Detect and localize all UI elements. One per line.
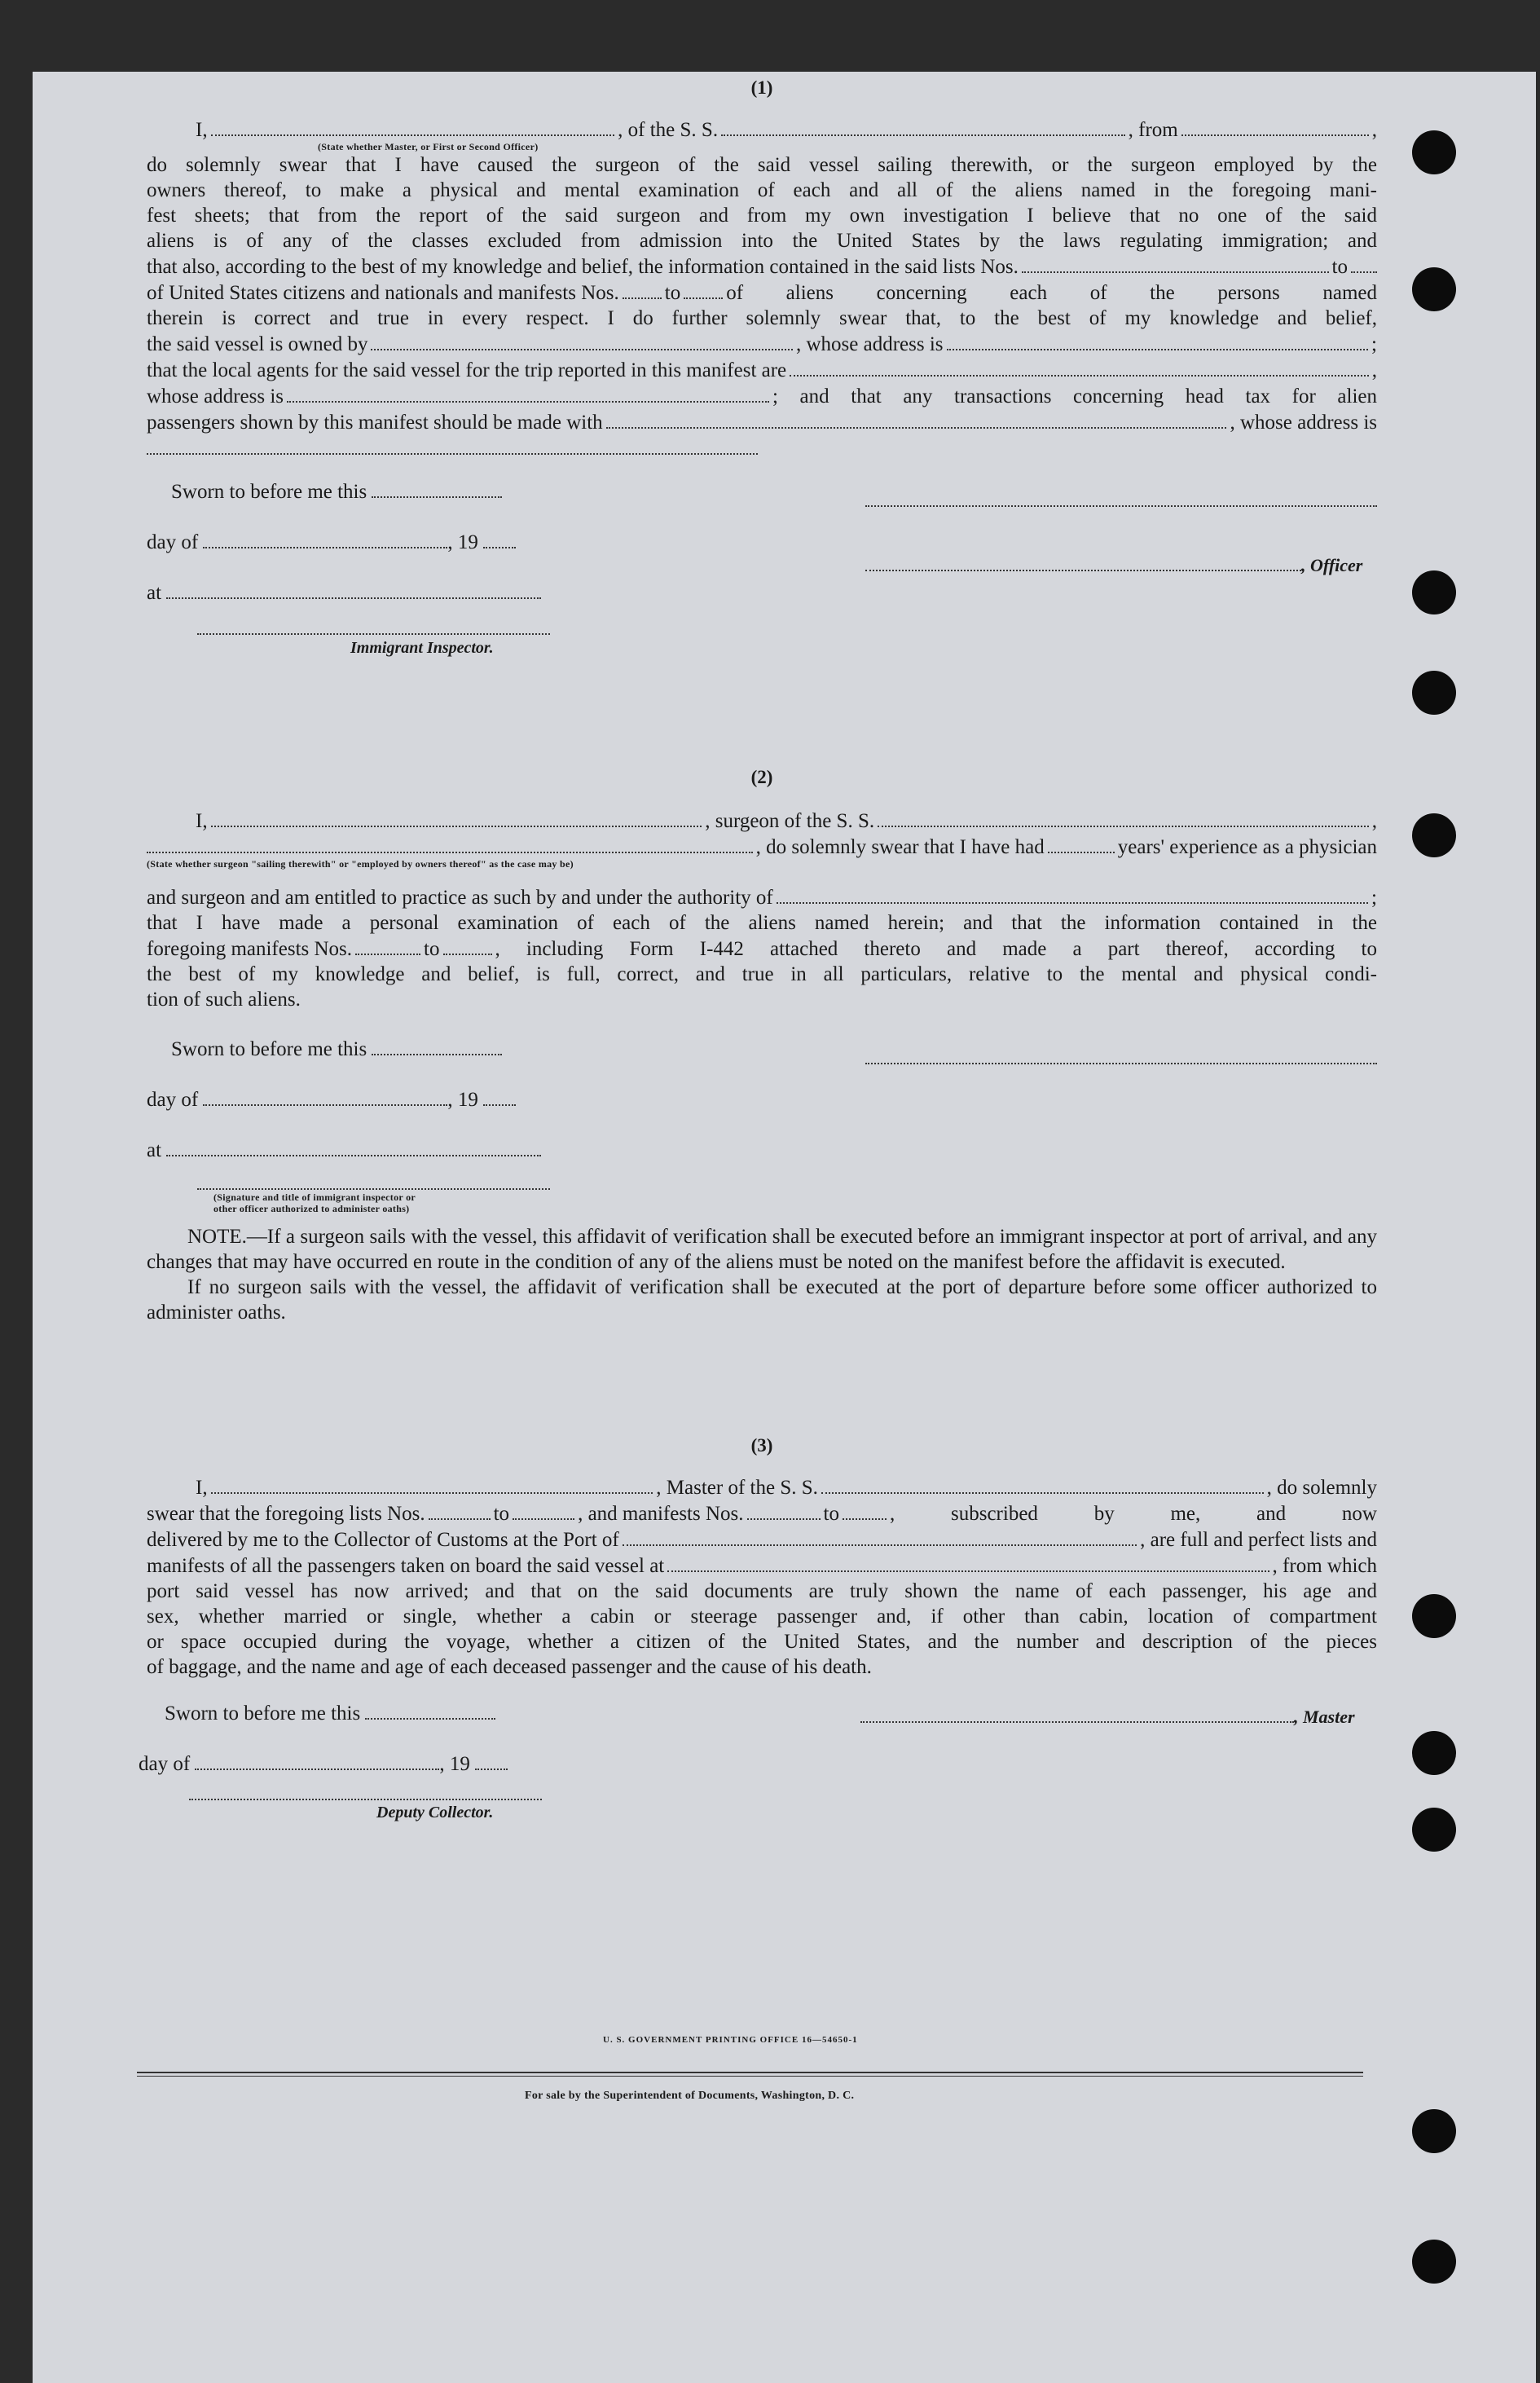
text: the said vessel is owned by [147, 333, 368, 355]
paragraph-line: of baggage, and the name and age of each deceased passenger and the cause of his death. [147, 1656, 872, 1678]
deputy-label: Deputy Collector. [376, 1804, 494, 1821]
punch-hole [1412, 1731, 1456, 1775]
text: I, [196, 810, 208, 832]
sworn-day-field[interactable] [372, 496, 502, 498]
year-label: , 19 [439, 1753, 470, 1775]
section-1 [147, 75, 1377, 699]
punch-hole [1412, 671, 1456, 715]
sworn-day-field[interactable] [365, 1718, 495, 1720]
paragraph-line: port said vessel has now arrived; and that on the said documents are truly shown the name of each passenger, his age and [147, 1580, 1377, 1602]
officer-signature-field[interactable] [865, 487, 1377, 507]
year-field[interactable] [475, 1769, 508, 1770]
punch-hole [1412, 130, 1456, 174]
text: , surgeon of the S. S. [705, 810, 875, 832]
text: , subscribed by me, and now [889, 1503, 1377, 1525]
footer-rule [137, 2076, 1363, 2077]
surgeon-signature-field[interactable] [865, 1045, 1377, 1064]
manifests-to-field[interactable] [843, 1500, 887, 1520]
text: , do solemnly [1266, 1477, 1378, 1499]
embarkation-port-field[interactable] [667, 1553, 1269, 1572]
footer-rule [137, 2072, 1363, 2073]
at-label: at [147, 582, 162, 604]
text: , from [1128, 119, 1178, 141]
lists-from-field[interactable] [429, 1500, 491, 1520]
text: , [1371, 810, 1378, 832]
text: whose address is [147, 385, 284, 407]
sworn-label: Sworn to before me this [171, 1038, 367, 1060]
port-field[interactable] [623, 1526, 1137, 1546]
sworn-label: Sworn to before me this [165, 1702, 361, 1724]
field-hint: (State whether Master, or First or Second Officer) [318, 141, 539, 152]
lists-from-field[interactable] [1022, 253, 1329, 273]
text: swear that the foregoing lists Nos. [147, 1503, 425, 1525]
text: , Master of the S. S. [656, 1477, 818, 1499]
month-field[interactable] [203, 547, 447, 548]
master-label: , Master [1294, 1707, 1355, 1727]
text: years' experience as a physician [1117, 836, 1377, 858]
departure-port-field[interactable] [1181, 117, 1369, 136]
paragraph-line: owners thereof, to make a physical and mental examination of each and all of the aliens named in the foregoing mani- [147, 179, 1377, 201]
paragraph-line: or space occupied during the voyage, whether a citizen of the United States, and the number and description of the pieces [147, 1631, 1377, 1653]
text: of aliens concerning each of the persons named [726, 282, 1377, 304]
paragraph-line: therein is correct and true in every respect. I do further solemnly swear that, to the best of my knowledge and belief, [147, 307, 1377, 329]
day-of-label: day of [147, 1089, 199, 1111]
officer-rank-field[interactable] [211, 117, 615, 136]
text: foregoing manifests Nos. [147, 938, 353, 960]
surgeon-status-field[interactable] [147, 834, 753, 853]
text: ; and that any transactions concerning head tax for alien [772, 385, 1377, 407]
sworn-day-field[interactable] [372, 1054, 502, 1055]
year-label: , 19 [447, 531, 478, 553]
section-number: (2) [750, 767, 773, 787]
text: I, [196, 1477, 208, 1499]
text: , and manifests Nos. [578, 1503, 744, 1525]
text: , whose address is [796, 333, 944, 355]
manifests-from-field[interactable] [747, 1500, 821, 1520]
text: to [424, 938, 440, 960]
form-content [139, 75, 1378, 2102]
text: and surgeon and am entitled to practice as such by and under the authority of [147, 887, 773, 909]
section-2 [147, 764, 1377, 1325]
printing-office-line: U. S. GOVERNMENT PRINTING OFFICE 16—54650-1 [603, 2035, 858, 2045]
punch-hole [1412, 2109, 1456, 2153]
manifests-to-field[interactable] [443, 936, 492, 955]
text: , of the S. S. [618, 119, 719, 141]
text: delivered by me to the Collector of Customs at the Port of [147, 1529, 619, 1551]
punch-hole [1412, 1594, 1456, 1638]
text: to [1331, 256, 1348, 278]
punch-hole [1412, 570, 1456, 614]
deputy-signature-field[interactable] [189, 1787, 542, 1800]
lists-to-field[interactable] [1351, 253, 1377, 273]
lists-to-field[interactable] [513, 1500, 574, 1520]
text: to [823, 1503, 839, 1525]
text: , whose address is [1230, 412, 1377, 434]
field-hint: (State whether surgeon "sailing therewith" or "employed by owners thereof" as the case may be) [147, 858, 574, 870]
punch-hole [1412, 1808, 1456, 1852]
note-paragraph: NOTE.—If a surgeon sails with the vessel, this affidavit of verification shall be executed before an immigrant inspector at port of arrival, and any changes that may have occurred en route in the condition of any of the aliens must be noted on the manifest before the affidavit is executed. [147, 1226, 1377, 1273]
day-of-label: day of [139, 1753, 191, 1775]
manifests-from-field[interactable] [355, 936, 420, 955]
head-tax-address-field[interactable] [147, 435, 758, 455]
section-number: (1) [750, 77, 773, 98]
agents-address-field[interactable] [287, 383, 769, 403]
surgeon-name-field[interactable] [211, 808, 702, 827]
text: to [493, 1503, 510, 1525]
manifests-to-field[interactable] [684, 280, 723, 299]
text: passengers shown by this manifest should be made with [147, 412, 603, 434]
vessel-name-field[interactable] [878, 808, 1369, 827]
sale-notice: For sale by the Superintendent of Documents, Washington, D. C. [525, 2090, 855, 2102]
authority-field[interactable] [777, 884, 1368, 904]
owner-address-field[interactable] [947, 331, 1369, 350]
manifests-from-field[interactable] [623, 280, 662, 299]
punch-hole [1412, 2240, 1456, 2284]
month-field[interactable] [203, 1104, 447, 1106]
year-field[interactable] [483, 1104, 516, 1106]
paragraph-line: fest sheets; that from the report of the said surgeon and from my own investigation I believe that no one of the said [147, 205, 1377, 227]
text: that the local agents for the said vessel for the trip reported in this manifest are [147, 359, 787, 381]
place-field[interactable] [166, 597, 541, 599]
year-label: , 19 [447, 1089, 478, 1111]
signature-hint: (Signature and title of immigrant inspector or [213, 1192, 416, 1203]
punch-hole [1412, 813, 1456, 857]
paragraph-line: that I have made a personal examination of each of the aliens named herein; and that the information contained in the [147, 912, 1377, 934]
officer-title-field[interactable] [865, 570, 1301, 571]
master-signature-field[interactable] [860, 1721, 1294, 1723]
section-3 [139, 1433, 1378, 1821]
inspector-signature-field[interactable] [197, 622, 550, 635]
text: , including Form I-442 attached thereto and made a part thereof, according to [495, 938, 1377, 960]
paragraph-line: aliens is of any of the classes excluded from admission into the United States by the laws regulating immigration; and [147, 230, 1377, 252]
paragraph-line: sex, whether married or single, whether a cabin or steerage passenger and, if other than cabin, location of compartment [147, 1606, 1377, 1628]
text: of United States citizens and nationals and manifests Nos. [147, 282, 619, 304]
punch-hole [1412, 267, 1456, 311]
text: I, [196, 119, 208, 141]
at-label: at [147, 1139, 162, 1161]
years-field[interactable] [1048, 834, 1115, 853]
paragraph-line: do solemnly swear that I have caused the surgeon of the said vessel sailing therewith, or the surgeon employed by the [147, 154, 1377, 176]
vessel-name-field[interactable] [721, 117, 1125, 136]
note-paragraph: If no surgeon sails with the vessel, the affidavit of verification shall be executed at the port of departure before some officer authorized to administer oaths. [147, 1276, 1377, 1324]
text: , from which [1272, 1555, 1377, 1577]
official-signature-field[interactable] [197, 1177, 550, 1190]
text: , [1371, 119, 1377, 141]
text: , [1371, 359, 1377, 381]
sworn-label: Sworn to before me this [171, 481, 367, 503]
place-field[interactable] [166, 1155, 541, 1156]
section-number: (3) [750, 1435, 773, 1456]
year-field[interactable] [483, 547, 516, 548]
text: manifests of all the passengers taken on board the said vessel at [147, 1555, 665, 1577]
day-of-label: day of [147, 531, 199, 553]
paragraph-line: the best of my knowledge and belief, is full, correct, and true in all particulars, relative to the mental and physical condi- [147, 963, 1377, 985]
officer-label: , Officer [1301, 555, 1363, 575]
inspector-label: Immigrant Inspector. [350, 639, 494, 657]
head-tax-party-field[interactable] [606, 409, 1227, 429]
text: ; [1371, 333, 1377, 355]
vessel-name-field[interactable] [821, 1474, 1264, 1494]
signature-hint: other officer authorized to administer oaths) [213, 1203, 410, 1214]
text: , are full and perfect lists and [1140, 1529, 1377, 1551]
owner-field[interactable] [371, 331, 793, 350]
agents-field[interactable] [790, 357, 1369, 377]
month-field[interactable] [195, 1769, 439, 1770]
paragraph-line: tion of such aliens. [147, 989, 301, 1011]
text: to [664, 282, 681, 304]
text: ; [1371, 887, 1377, 909]
text: , do solemnly swear that I have had [755, 836, 1045, 858]
text: that also, according to the best of my knowledge and belief, the information contained in the said lists Nos. [147, 256, 1019, 278]
master-name-field[interactable] [211, 1474, 653, 1494]
